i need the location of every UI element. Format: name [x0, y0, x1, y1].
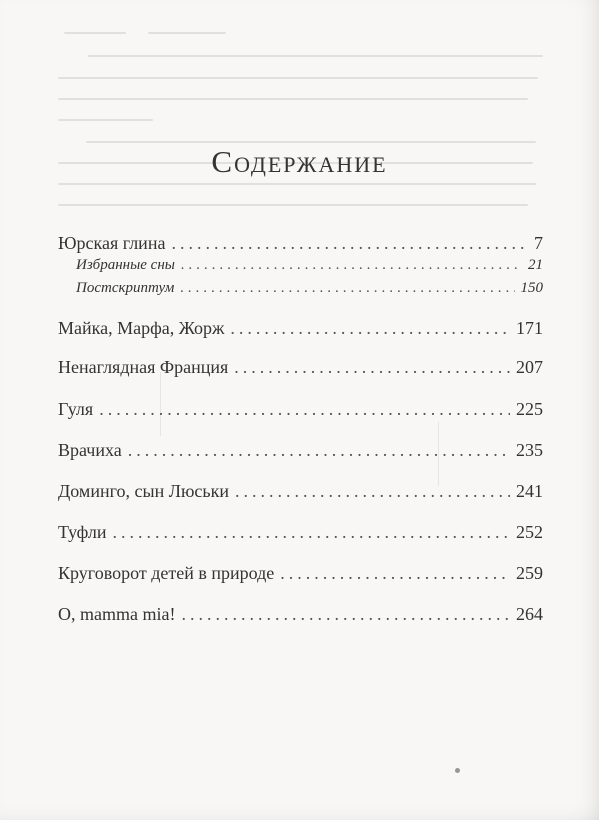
toc-leader-dots: [181, 602, 510, 626]
toc-leader-dots: [128, 438, 510, 462]
toc-subentry-title: Избранные сны: [76, 257, 175, 273]
toc-entry-title: Ненаглядная Франция: [58, 357, 229, 377]
page-mark: [455, 768, 460, 773]
bleed-line: [58, 98, 528, 100]
toc-leader-dots: [230, 316, 510, 340]
toc-page-number: 150: [520, 280, 543, 296]
toc-leader-dots: [171, 231, 528, 255]
toc-entry-title: Круговорот детей в природе: [58, 563, 275, 583]
toc-page-number: 235: [516, 440, 543, 460]
toc-page-number: 7: [534, 233, 543, 253]
page-title: Содержание: [211, 144, 388, 179]
toc-page-number: 264: [516, 604, 543, 624]
bleed-through-text: [58, 30, 558, 210]
toc-leader-dots: [99, 397, 510, 421]
toc-row: [58, 602, 543, 626]
toc-row: [58, 397, 543, 421]
toc-row: [58, 479, 543, 503]
toc-entry-title: О, mamma mia!: [58, 604, 176, 624]
toc-entry-title: Гуля: [58, 399, 94, 419]
toc-leader-dots: [180, 278, 514, 298]
toc-page-number: 225: [516, 399, 543, 419]
toc-page-number: 252: [516, 522, 543, 542]
bleed-line: [58, 77, 538, 79]
toc-leader-dots: [280, 561, 510, 585]
toc-entry-title: Врачиха: [58, 440, 122, 460]
toc-subrow: [76, 278, 543, 298]
toc-row: [58, 520, 543, 544]
toc-row: [58, 561, 543, 585]
toc-page-number: 21: [528, 257, 543, 273]
toc-entry-title: Доминго, сын Люськи: [58, 481, 229, 501]
toc-row: [58, 231, 543, 255]
toc-entry-title: Майка, Марфа, Жорж: [58, 318, 225, 338]
bleed-line: [58, 204, 528, 206]
toc-entry-title: Юрская глина: [58, 233, 166, 253]
toc-leader-dots: [234, 355, 510, 379]
bleed-line: [148, 32, 226, 34]
toc-leader-dots: [112, 520, 510, 544]
toc-subrow: [76, 255, 543, 275]
bleed-line: [58, 183, 536, 185]
toc-page-number: 207: [516, 357, 543, 377]
bleed-line: [88, 55, 543, 57]
toc-page-number: 241: [516, 481, 543, 501]
toc-leader-dots: [235, 479, 510, 503]
toc-page-number: 171: [516, 318, 543, 338]
bleed-line: [64, 32, 126, 34]
bleed-line: [58, 119, 153, 121]
toc-page-number: 259: [516, 563, 543, 583]
toc-row: [58, 438, 543, 462]
toc-row: [58, 355, 543, 379]
toc-leader-dots: [181, 255, 522, 275]
toc-subentry-title: Постскриптум: [76, 280, 175, 296]
bleed-line: [86, 141, 536, 143]
toc-row: [58, 316, 543, 340]
toc-entry-title: Туфли: [58, 522, 107, 542]
